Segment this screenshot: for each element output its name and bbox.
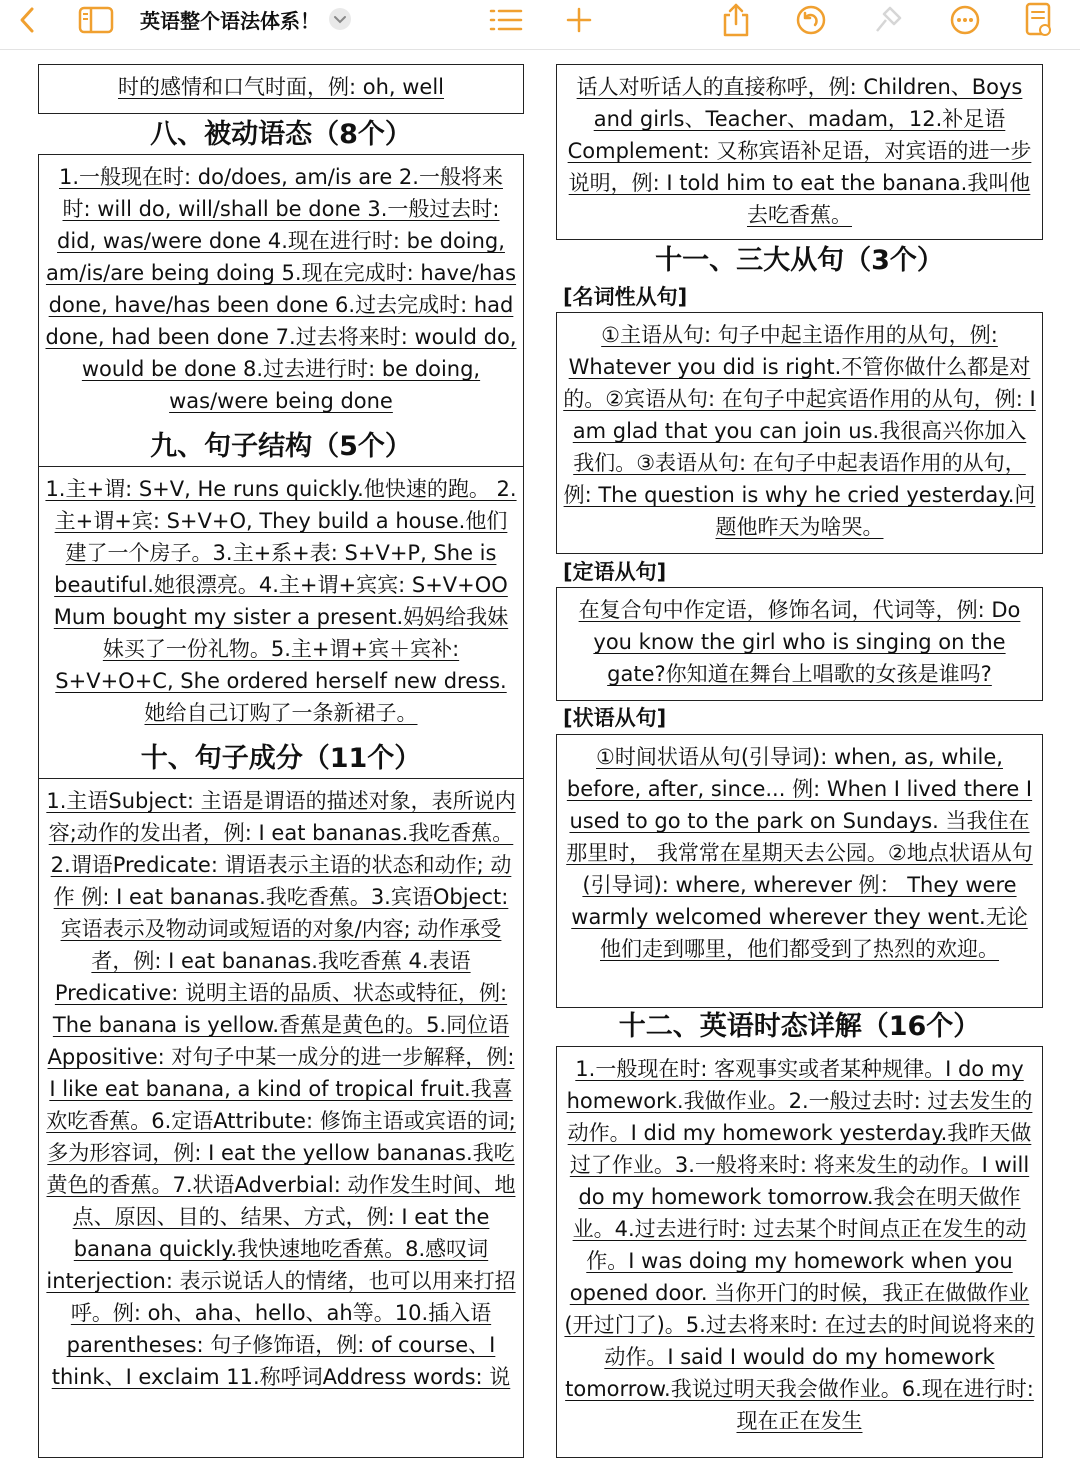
back-chevron-icon[interactable]	[10, 0, 44, 40]
fragment-text: 时的感情和口气时面，例: oh, well	[117, 75, 445, 99]
heading-sentence-components: 十、句子成分（11个）	[140, 743, 422, 774]
heading-tenses-detail: 十二、英语时态详解（16个）	[618, 1011, 981, 1042]
title-dropdown-chevron-icon[interactable]	[328, 7, 352, 31]
heading-three-clauses: 十一、三大从句（3个）	[655, 245, 944, 276]
top-toolbar	[0, 0, 1080, 50]
sentence-components-text: 1.主语Subject: 主语是谓语的描述对象，表所说内容;动作的发出者，例: I eat bananas.我吃香蕉。2.谓语Predicate: 谓语表示主语的状态和动作; 动作 例: I eat bananas.我吃香蕉。3.宾语Object: 宾语表示及物动词或短语的对象/内容; 动作承受者，例: I eat bananas.我吃香蕉 4.表语Predicative: 说明主语的品质、状态或特征，例: The banana is yellow.香蕉是黄色的。5.同位语Appositive: 对句子中某一成分的进一步解释，例: I like eat banana, a kind of tropical fruit.我喜欢吃香蕉。6.定语Attribute: 修饰主语或宾语的词; 多为形容词，例: I eat the yellow bananas.我吃黄色的香蕉。7.状语Adverbial: 动作发生时间、地点、原因、目的、结果、方式，例: I eat the banana quickly.我快速地吃香蕉。8.感叹词interjection: 表示说话人的情绪，也可以用来打招呼。例: oh、aha、hello、ah等。10.插入语parentheses: 句子修饰语，例: of course、I think、I exclaim 11.称呼词Address words: 说	[46, 789, 516, 1389]
sentence-structure-box	[38, 466, 524, 789]
heading-passive-voice: 八、被动语态（8个）	[150, 119, 412, 150]
adverbial-clauses-box	[556, 734, 1043, 1008]
sentence-structure-text: 1.主+谓: S+V, He runs quickly.他快速的跑。 2.主+谓+宾: S+V+O, They build a house.他们建了一个房子。3.主+系+表: S+V+P, She is beautiful.她很漂亮。4.主+谓+宾宾: S+V+OO Mum bought my sister a present.妈妈给我妹妹买了一份礼物。5.主+谓+宾＋宾补: S+V+O+C, She ordered herself new dress.她给自己订购了一条新裙子。	[45, 477, 517, 725]
document-view-icon[interactable]	[1022, 0, 1056, 40]
attributive-clauses-box	[556, 587, 1043, 701]
add-plus-icon[interactable]	[562, 0, 596, 40]
address-complement-text: 话人对听话人的直接称呼，例: Children、Boys and girls、Teacher、madam，12.补足语Complement: 又称宾语补足语，对宾语的进一步说明，例: I told him to eat the banana.我叫他去吃香蕉。	[567, 75, 1032, 227]
document-title[interactable]	[140, 4, 352, 34]
noun-clauses-box	[556, 312, 1043, 554]
passive-prev-fragment-box	[38, 64, 524, 114]
adverbial-clauses-text: ①时间状语从句(引导词): when, as, while, before, after, since... 例: When I lived there I used to go to the park on Sundays. 当我住在那里时， 我常常在星期天去公园。②地点状语从句(引导词): where, wherever 例： They were warmly welcomed wherever they went.无论他们走到哪里，他们都受到了热烈的欢迎。	[566, 745, 1033, 961]
noun-clauses-text: ①主语从句: 句子中起主语作用的从句，例: Whatever you did is right.不管你做什么都是对的。②宾语从句: 在句子中起宾语作用的从句，例: I am glad that you can join us.我很高兴你加入我们。③表语从句: 在句子中起表语作用的从句，例: The question is why he cried yesterday.问题他昨天为啥哭。	[563, 323, 1036, 539]
tenses-detail-box	[556, 1046, 1043, 1458]
share-icon[interactable]	[718, 0, 754, 40]
more-options-icon[interactable]	[947, 0, 983, 40]
heading-sentence-structure: 九、句子结构（5个）	[150, 431, 412, 462]
list-format-icon[interactable]	[486, 0, 526, 40]
document-title-text: 英语整个语法体系！	[140, 8, 320, 33]
subheading-adverbial-clauses: [状语从句]	[563, 706, 667, 730]
sidebar-toggle-icon[interactable]	[76, 0, 116, 40]
subheading-attributive-clauses: [定语从句]	[563, 560, 667, 584]
passive-voice-box	[38, 154, 524, 477]
format-brush-icon[interactable]	[870, 0, 906, 40]
passive-voice-text: 1.一般现在时: do/does, am/is are 2.一般将来时: will do, will/shall be done 3.一般过去时: did, was/were done 4.现在进行时: be doing, am/is/are being doing 5.现在完成时: have/has done, have/has been done 6.过去完成时: had done, had been done 7.过去将来时: would do, would be done 8.过去进行时: be doing, was/were being done	[45, 165, 517, 413]
subheading-noun-clauses: [名词性从句]	[563, 285, 688, 309]
tenses-detail-text: 1.一般现在时: 客观事实或者某种规律。I do my homework.我做作业。2.一般过去时: 过去发生的动作。I did my homework yesterday.我昨天做过了作业。3.一般将来时: 将来发生的动作。I will do my homework tomorrow.我会在明天做作业。4.过去进行时: 过去某个时间点正在发生的动作。I was doing my homework when you opened door. 当你开门的时候，我正在做做作业(开过门了)。5.过去将来时: 在过去的时间说将来的动作。I said I would do my homework tomorrow.我说过明天我会做作业。6.现在进行时: 现在正在发生	[564, 1057, 1035, 1433]
document-page	[0, 50, 1080, 1440]
undo-icon[interactable]	[793, 0, 829, 40]
address-complement-box	[556, 64, 1043, 240]
sentence-components-box	[38, 778, 524, 1458]
attributive-clauses-text: 在复合句中作定语，修饰名词，代词等，例: Do you know the girl who is singing on the gate?你知道在舞台上唱歌的女孩是谁吗?	[578, 598, 1021, 686]
